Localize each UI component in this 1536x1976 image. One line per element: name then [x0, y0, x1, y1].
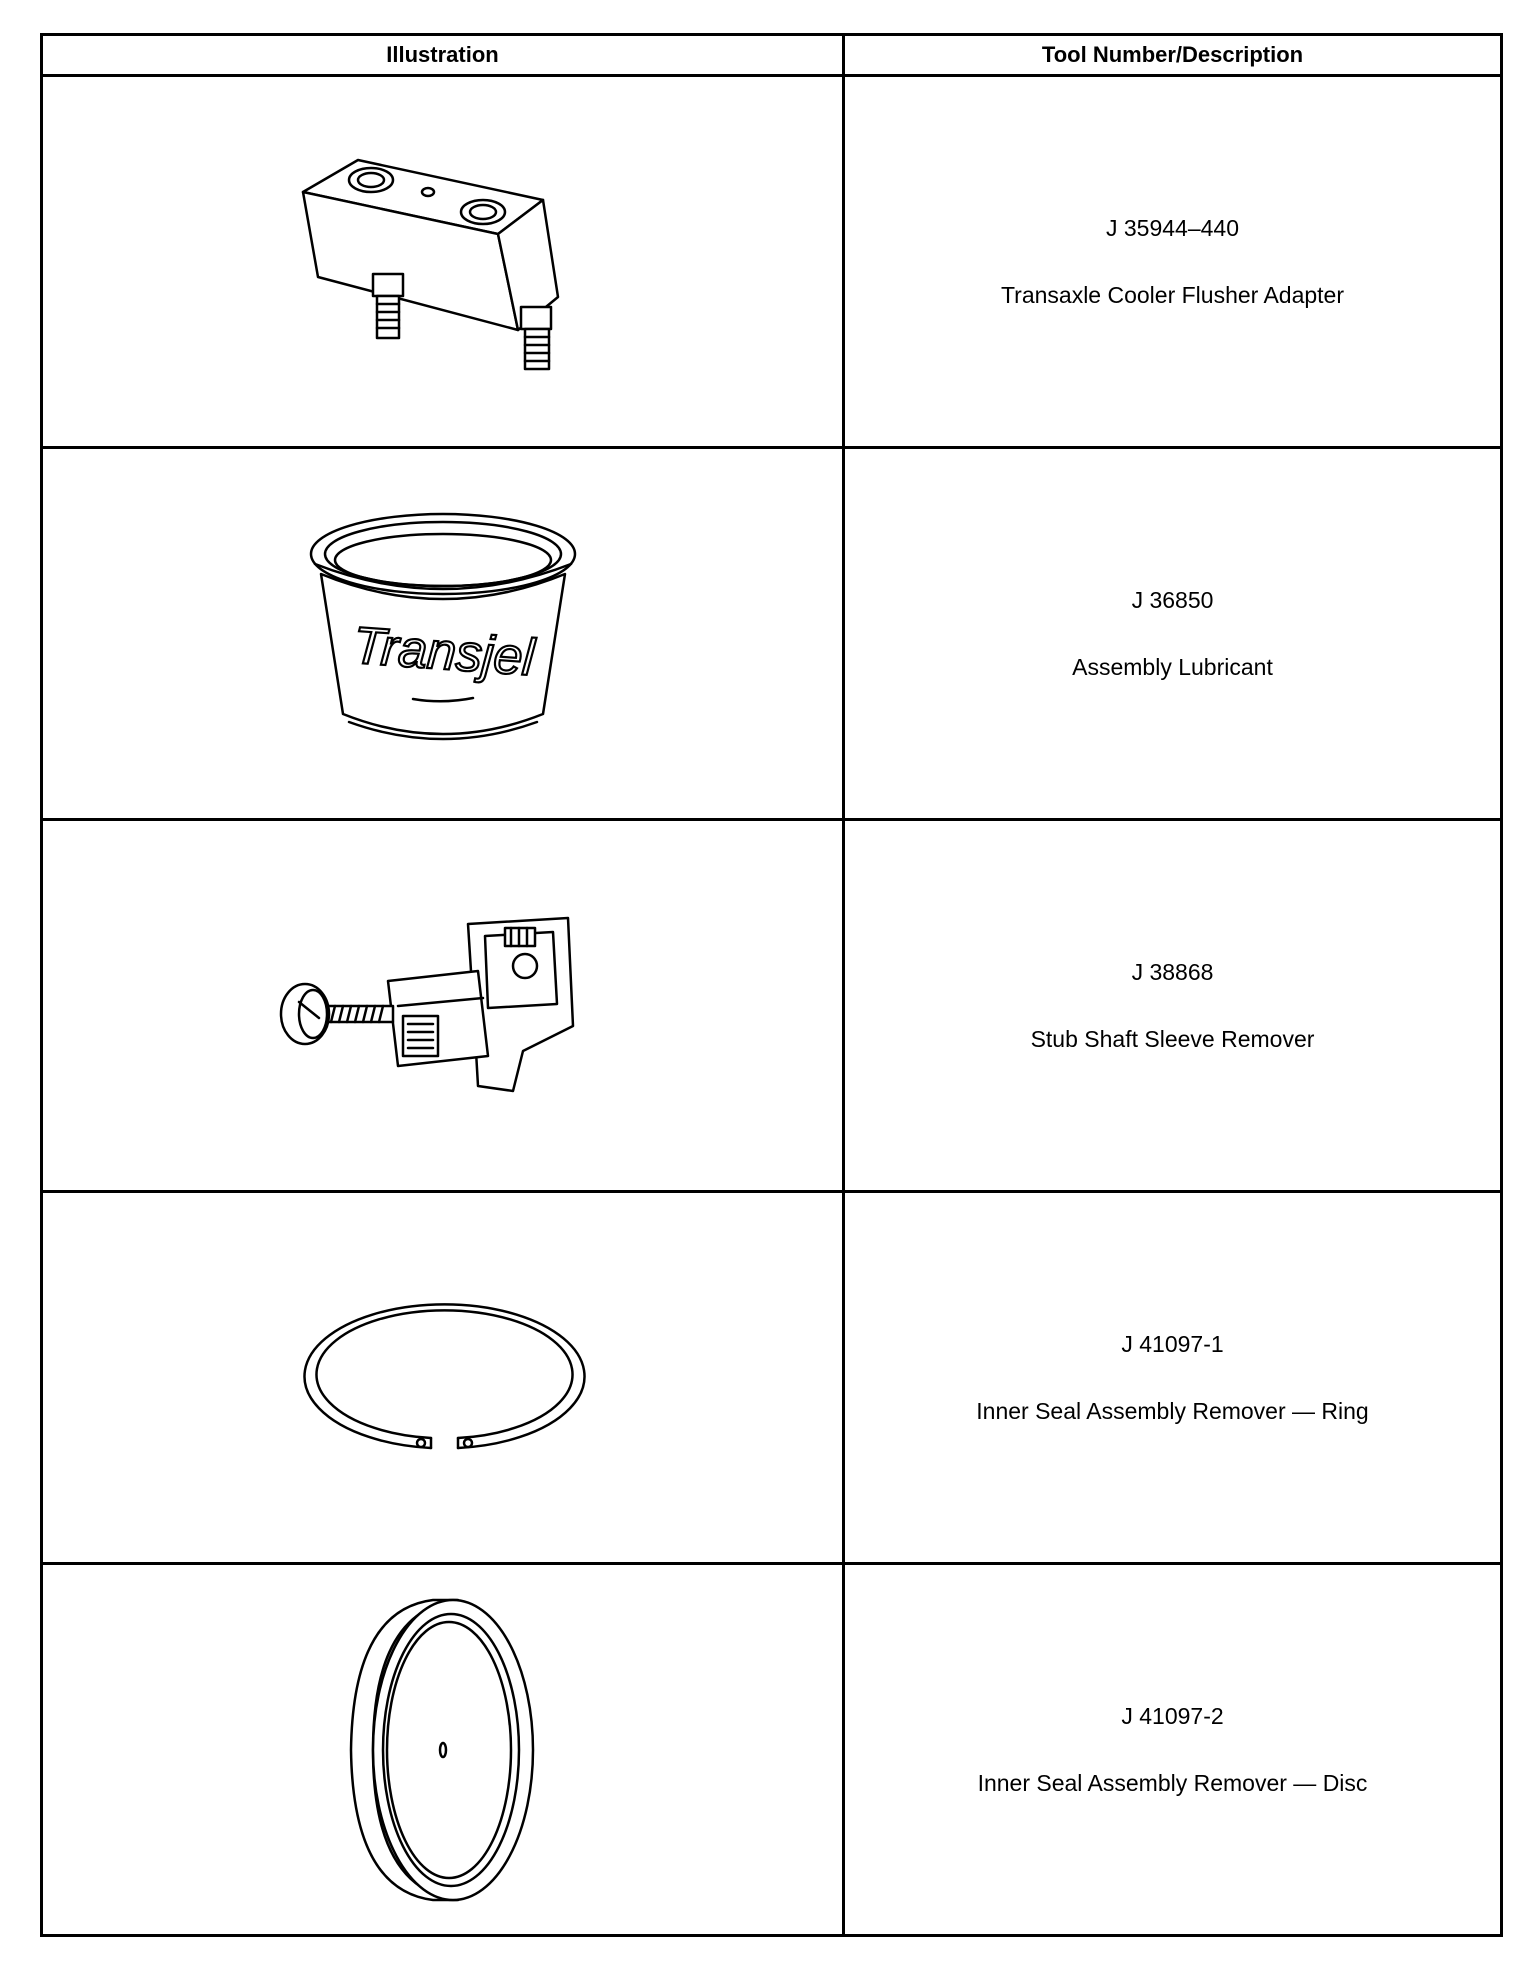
- illustration-header: Illustration: [42, 35, 844, 76]
- tool-number: J 35944–440: [1105, 214, 1239, 241]
- illustration-cell: [42, 448, 844, 820]
- flusher-adapter-block-icon: [273, 142, 613, 382]
- snap-ring-icon: [293, 1288, 593, 1468]
- tool-info-cell: [844, 448, 1502, 820]
- tool-description: Inner Seal Assembly Remover — Ring: [976, 1397, 1369, 1424]
- c-clamp-remover-icon: [273, 906, 613, 1106]
- illustration-cell: [42, 1564, 844, 1936]
- tool-description: Inner Seal Assembly Remover — Disc: [977, 1769, 1368, 1796]
- table-header-row: [42, 35, 1502, 76]
- illustration-cell: [42, 820, 844, 1192]
- table-row: [42, 448, 1502, 820]
- tool-description: Assembly Lubricant: [1072, 653, 1273, 680]
- tool-info-cell: [844, 820, 1502, 1192]
- disc-icon: [343, 1590, 543, 1910]
- tool-info-cell: [844, 1192, 1502, 1564]
- table-row: [42, 1564, 1502, 1936]
- illustration-cell: [42, 76, 844, 448]
- table-row: [42, 1192, 1502, 1564]
- tub-label: Transjel: [350, 616, 536, 687]
- special-tools-table: [40, 33, 1503, 1937]
- tool-info-cell: [844, 1564, 1502, 1936]
- tool-number: J 36850: [1131, 586, 1214, 613]
- tool-number: J 41097-2: [1121, 1702, 1224, 1729]
- illustration-cell: [42, 1192, 844, 1564]
- tool-info-cell: [844, 76, 1502, 448]
- tool-number: J 38868: [1131, 958, 1214, 985]
- tool-description: Transaxle Cooler Flusher Adapter: [1000, 281, 1345, 308]
- tool-number: J 41097-1: [1121, 1330, 1224, 1357]
- tool-description: Stub Shaft Sleeve Remover: [1030, 1025, 1315, 1052]
- table-row: [42, 76, 1502, 448]
- tool-header: Tool Number/Description: [844, 35, 1502, 76]
- lubricant-tub-icon: [293, 504, 593, 764]
- table-row: [42, 820, 1502, 1192]
